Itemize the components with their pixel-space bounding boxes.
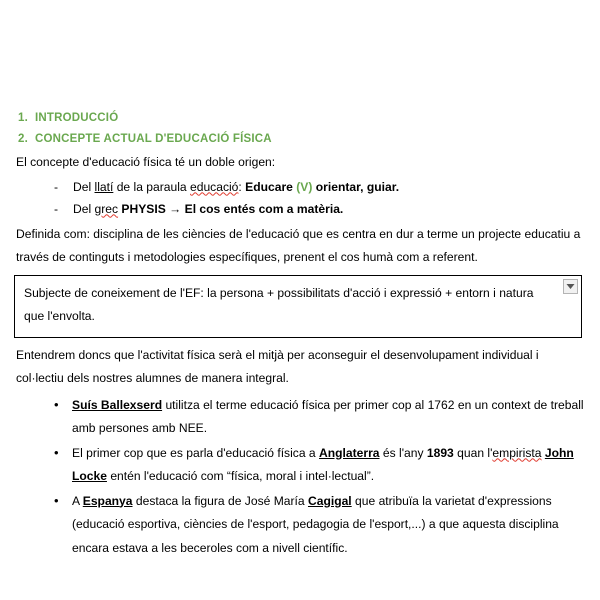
- arrow-icon: →: [169, 201, 182, 216]
- bullet-rest-text: utilitza el terme educació física per primer cop al 1762 en un context de treball amb persones amb NEE.: [72, 397, 584, 435]
- bullet-item-ballexserd: [16, 394, 584, 441]
- origin-bold-educare: Educare: [245, 179, 293, 194]
- origin-dash-list: [16, 176, 584, 220]
- heading-text: INTRODUCCIÓ: [35, 112, 119, 124]
- note-box-text: Subjecte de coneixement de l'EF: la persona + possibilitats d'acció i expressió + entorn i natura que l'envolta.: [24, 285, 534, 323]
- bullet-bold-1893: 1893: [426, 445, 454, 460]
- origin-bold-cos-entes: El cos entés com a matèria.: [184, 201, 344, 216]
- heading-item-concepte-actual: [16, 129, 584, 150]
- origin-lead: Del: [73, 201, 95, 216]
- bullet-part-1: A: [72, 493, 83, 508]
- heading-item-introduccio: [16, 108, 584, 129]
- bullet-part-2: és l'any: [379, 445, 427, 460]
- bullet-spellcheck-empirista: empirista: [492, 445, 542, 460]
- bullet-bold-john-locke: John Locke: [72, 445, 574, 483]
- bullet-bold-cagigal: Cagigal: [307, 493, 352, 508]
- bullet-item-cagigal: [16, 490, 584, 561]
- bullet-part-5: entén l'educació com “física, moral i intel·lectual”.: [106, 469, 375, 483]
- origin-green-v: (V): [296, 179, 313, 194]
- bullet-part-3: que atribuïa la varietat d'expressions (educació esportiva, ciències de l'esport, pedagogia de l'esport,...) a que aquesta disciplina encara estava a les beceroles com a nivell científic.: [72, 493, 559, 555]
- origin-underlined-llati: llatí: [94, 179, 114, 194]
- heading-text: CONCEPTE ACTUAL D'EDUCACIÓ FÍSICA: [35, 133, 272, 145]
- heading-number: 1.: [18, 112, 28, 124]
- numbered-heading-list: [16, 108, 584, 150]
- origin-underlined-educacio: educació: [190, 179, 239, 194]
- origin-lead: Del: [73, 179, 95, 194]
- chevron-down-icon[interactable]: [563, 279, 578, 294]
- bullet-part-1: El primer cop que es parla d'educació física a: [72, 445, 320, 460]
- bullet-part-3: quan l': [453, 445, 493, 460]
- heading-number: 2.: [18, 133, 28, 145]
- bullet-item-john-locke: [16, 442, 584, 489]
- origin-item-grec: [16, 198, 584, 220]
- dash-marker: -: [54, 179, 59, 194]
- bullet-marker: •: [54, 492, 59, 508]
- bullet-marker: •: [54, 444, 59, 460]
- note-text-box[interactable]: [14, 275, 582, 338]
- origin-bold-physis: PHYSIS: [121, 201, 166, 216]
- after-box-paragraph: Entendrem doncs que l'activitat física serà el mitjà per aconseguir el desenvolupament individual i col·lectiu dels nostres alumnes de manera integral.: [16, 347, 539, 385]
- dash-marker: -: [54, 201, 59, 216]
- origin-underlined-grec: grec: [94, 201, 119, 216]
- origin-mid: de la paraula: [113, 179, 190, 194]
- origin-item-llati: [16, 176, 584, 198]
- bullet-bold-anglaterra: Anglaterra: [319, 445, 380, 460]
- bullet-part-2: destaca la figura de José María: [132, 493, 308, 508]
- intro-paragraph: El concepte d'educació física té un doble origen:: [16, 155, 276, 169]
- origin-bold-orientar: orientar, guiar.: [315, 179, 400, 194]
- origin-after: :: [238, 179, 246, 194]
- bullet-marker: •: [54, 396, 59, 412]
- bullet-bold-suis-ballexserd: Suís Ballexserd: [72, 397, 163, 412]
- definition-paragraph: Definida com: disciplina de les ciències de l'educació que es centra en dur a terme un projecte educatiu a través de continguts i metodologies específiques, prenent el cos humà com a referent.: [16, 226, 581, 264]
- historical-bullet-list: [16, 394, 584, 561]
- bullet-bold-espanya: Espanya: [82, 493, 133, 508]
